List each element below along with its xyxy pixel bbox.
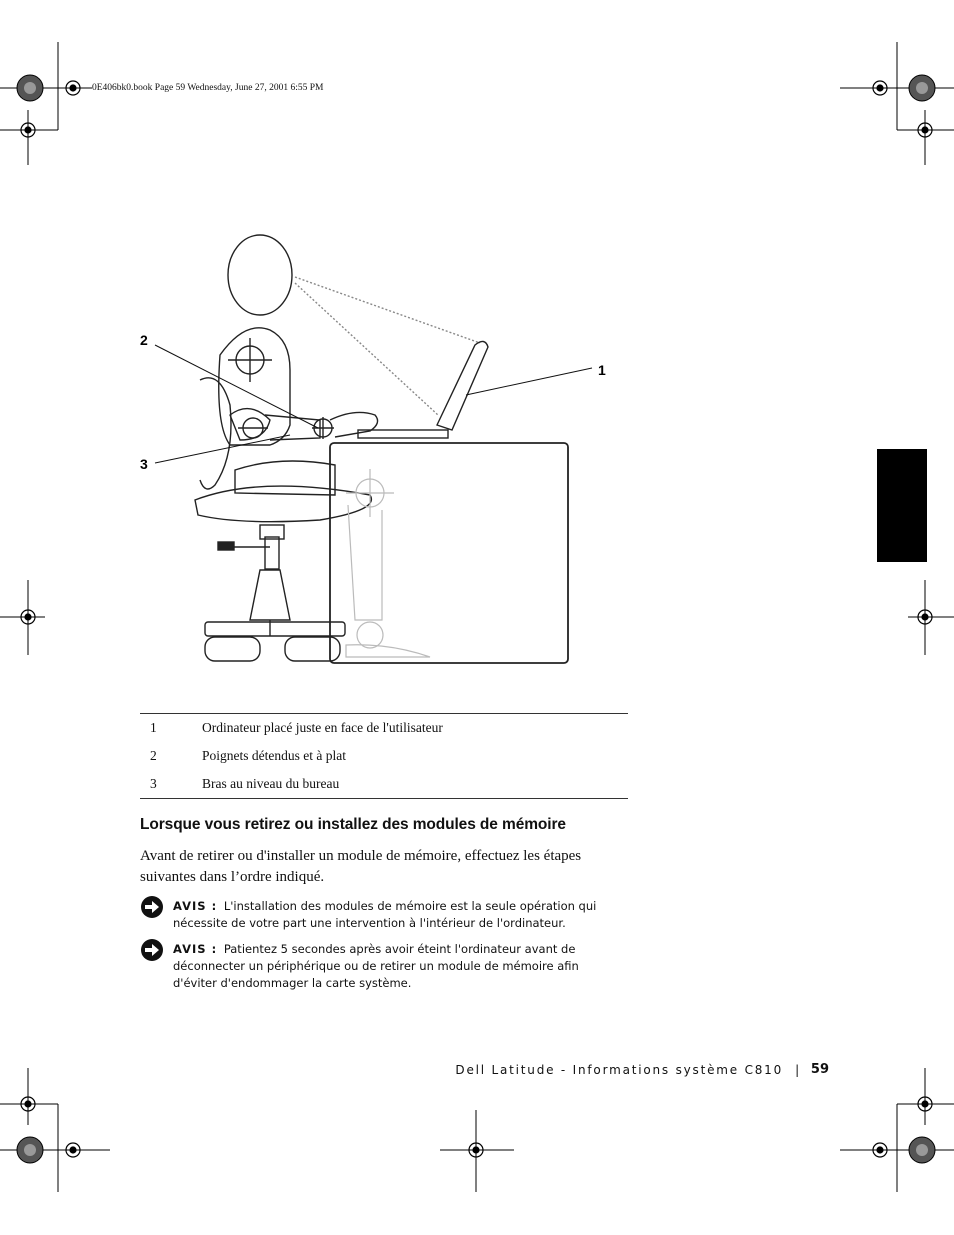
legend-text: Poignets détendus et à plat [202,748,346,763]
notice-body: Patientez 5 secondes après avoir éteint l'ordinateur avant de déconnecter un périphérique ou de retirer un module de mémoire afin d'éviter d'endommager la carte système. [173,942,579,990]
callout-2: 2 [140,332,148,348]
legend-number: 3 [150,776,157,791]
notice-body: L'installation des modules de mémoire est la seule opération qui nécessite de votre part une intervention à l'intérieur de l'ordinateur. [173,899,597,930]
notice-arrow-icon [140,895,164,919]
figure-legend-table [140,713,628,799]
notice-arrow-icon [140,938,164,962]
notice-block [140,941,610,992]
notice-label: AVIS : [173,899,218,913]
table-row [140,714,628,743]
legend-text: Ordinateur placé juste en face de l'utilisateur [202,720,443,735]
page-footer [455,1062,829,1077]
notice-text [173,898,603,932]
notice-label: AVIS : [173,942,218,956]
footer-title: Dell Latitude - Informations système C810 [455,1062,784,1077]
callout-3: 3 [140,456,148,472]
notice-text [173,941,603,992]
chapter-tab [877,449,927,562]
notice-block [140,898,610,932]
ergonomics-illustration [120,225,606,675]
legend-number: 1 [150,720,157,735]
footer-separator: | [795,1062,801,1077]
print-header: 0E406bk0.book Page 59 Wednesday, June 27, 2001 6:55 PM [92,83,324,93]
table-row [140,770,628,799]
table-row [140,742,628,770]
section-heading: Lorsque vous retirez ou installez des modules de mémoire [140,816,566,833]
callout-1: 1 [598,362,606,378]
legend-number: 2 [150,748,157,763]
intro-paragraph: Avant de retirer ou d'installer un module de mémoire, effectuez les étapes suivantes dans l’ordre indiqué. [140,848,582,885]
page-number: 59 [810,1062,829,1077]
legend-text: Bras au niveau du bureau [202,776,340,791]
